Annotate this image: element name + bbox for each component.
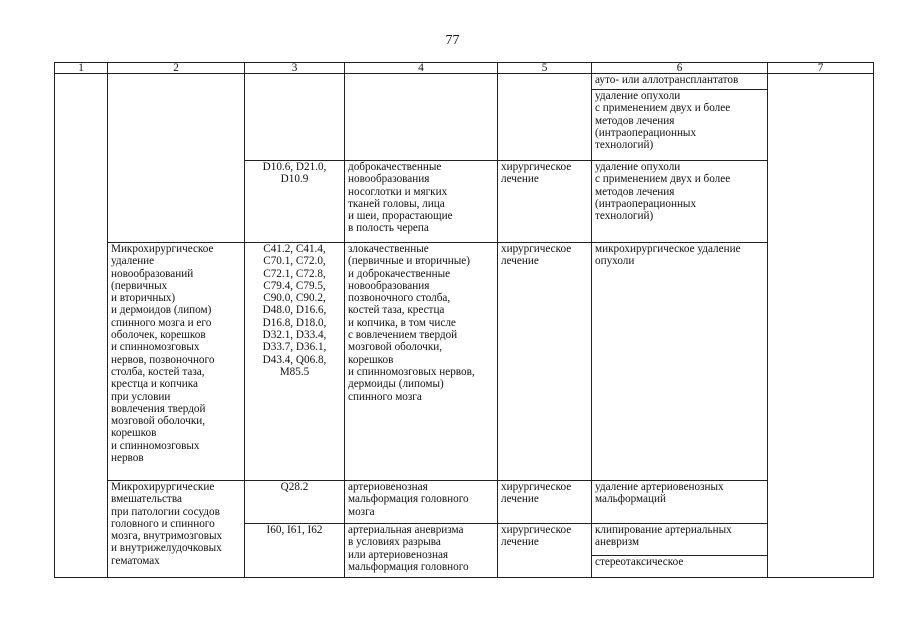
col7-cell [768, 74, 874, 578]
icd-codes-cell: I60, I61, I62 [245, 524, 345, 578]
table-row [55, 481, 874, 524]
treatment-table [54, 62, 874, 578]
diagnosis-cell: артериальная аневризма в условиях разрыва или артериовенозная мальформация головного [345, 524, 498, 578]
col4-cell [345, 74, 498, 161]
method-cell: микрохирургическое удаление опухоли [592, 243, 768, 481]
diagnosis-cell: доброкачественные новообразования носоглотки и мягких тканей головы, лица и шеи, прорастающие в полость черепа [345, 161, 498, 243]
intervention-cell: Микрохирургическое удаление новообразований (первичных и вторичных) и дермоидов (липом) спинного мозга и его оболочек, корешков и спинномозговых нервов, позвоночного столба, костей таза, крестца и копчика при условии вовлечения твердой мозговой оболочки, корешков и спинномозговых нервов [108, 243, 245, 481]
page-number: 77 [445, 33, 460, 48]
treatment-type-cell: хирургическое лечение [498, 481, 592, 524]
treatment-type-cell: хирургическое лечение [498, 524, 592, 578]
treatment-type-cell: хирургическое лечение [498, 161, 592, 243]
header-cell: 7 [768, 63, 874, 74]
icd-codes-cell: Q28.2 [245, 481, 345, 524]
icd-codes-cell: D10.6, D21.0, D10.9 [245, 161, 345, 243]
header-cell: 5 [498, 63, 592, 74]
header-cell: 3 [245, 63, 345, 74]
method-cell: удаление опухоли с применением двух и более методов лечения (интраоперационных технологий) [592, 161, 768, 243]
table-row [55, 74, 874, 90]
table-row [55, 243, 874, 481]
header-cell: 4 [345, 63, 498, 74]
col5-cell [498, 74, 592, 161]
treatment-type-cell: хирургическое лечение [498, 243, 592, 481]
intervention-cell: Микрохирургические вмешательства при патологии сосудов головного и спинного мозга, внутримозговых и внутрижелудочковых гематомах [108, 481, 245, 578]
method-cell: удаление опухоли с применением двух и более методов лечения (интраоперационных технологий) [592, 90, 768, 161]
header-cell: 6 [592, 63, 768, 74]
col2-cell [108, 74, 245, 243]
method-cell: стереотаксическое [592, 556, 768, 578]
method-cell: удаление артериовенозных мальформаций [592, 481, 768, 524]
header-row [55, 63, 874, 74]
diagnosis-cell: артериовенозная мальформация головного мозга [345, 481, 498, 524]
diagnosis-cell: злокачественные (первичные и вторичные) и доброкачественные новообразования позвоночного столба, костей таза, крестца и копчика, в том числе с вовлечением твердой мозговой оболочки, корешков и спинномозговых нервов, дермоиды (липомы) спинного мозга [345, 243, 498, 481]
method-cell: клипирование артериальных аневризм [592, 524, 768, 556]
col3-cell [245, 74, 345, 161]
header-cell: 1 [55, 63, 108, 74]
header-cell: 2 [108, 63, 245, 74]
method-cell: ауто- или аллотрансплантатов [592, 74, 768, 90]
col1-cell [55, 74, 108, 578]
icd-codes-cell: C41.2, C41.4, C70.1, C72.0, C72.1, C72.8, C79.4, C79.5, C90.0, C90.2, D48.0, D16.6, D16.8, D18.0, D32.1, D33.4, D33.7, D36.1, D43.4, Q06.8, M85.5 [245, 243, 345, 481]
